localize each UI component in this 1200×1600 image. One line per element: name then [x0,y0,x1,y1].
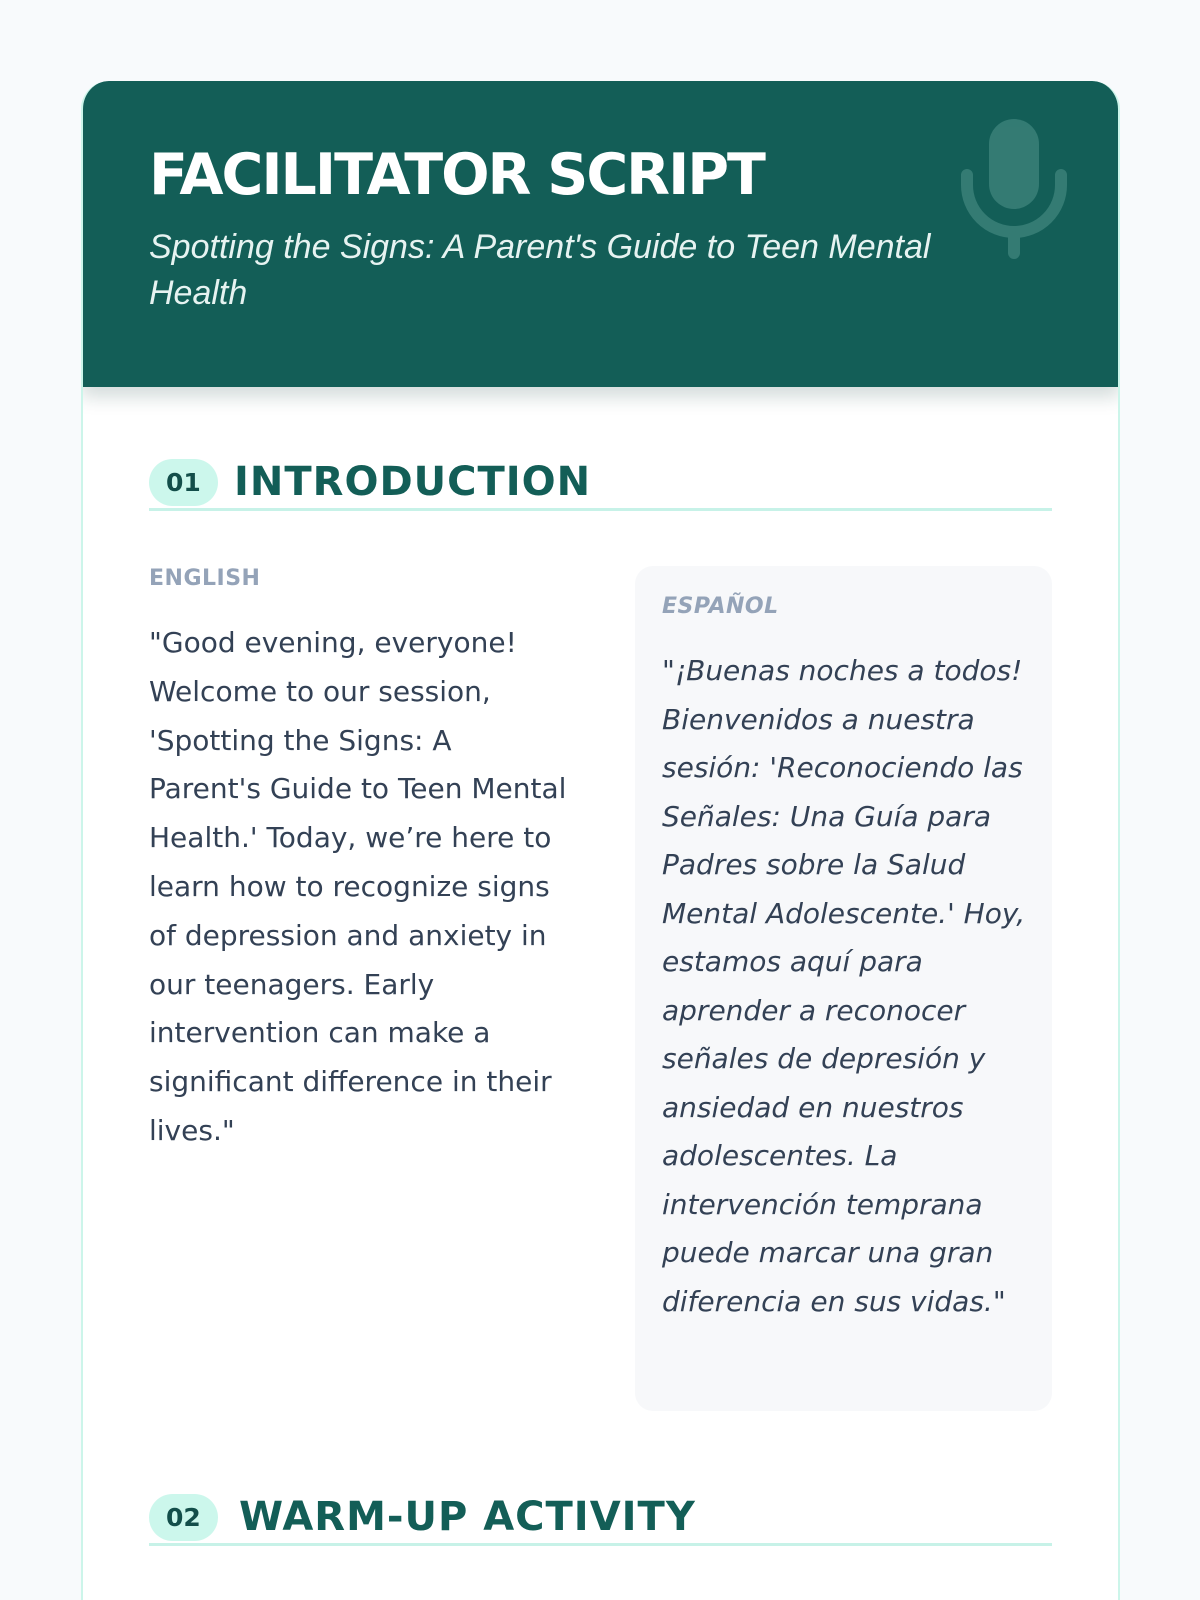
section-title: WARM-UP ACTIVITY [239,1494,696,1540]
spanish-label: ESPAÑOL [662,594,779,619]
english-label: ENGLISH [149,566,261,591]
spanish-script-text: "¡Buenas noches a todos! Bienvenidos a nuestra sesión: 'Reconociendo las Señales: Una Guía para Padres sobre la Salud Mental Adolescente.' Hoy, estamos aquí para aprender a reconocer señales de depresión y ansiedad en nuestros adolescentes. La intervención temprana puede marcar una gran diferencia en sus vidas." [662,654,1026,1318]
spanish-column [635,566,1052,1411]
page-title: FACILITATOR SCRIPT [149,142,764,208]
english-column [149,566,569,1156]
script-card [81,81,1120,1600]
section-number-badge: 01 [149,459,218,506]
section-heading-warm-up [149,1476,1052,1546]
section-title: INTRODUCTION [234,459,592,505]
script-header [81,81,1120,387]
page-subtitle: Spotting the Signs: A Parent's Guide to Teen Mental Health [149,228,931,312]
section-number-badge: 02 [149,1494,218,1541]
microphone-icon [959,113,1069,263]
section-heading-introduction [149,441,1052,511]
english-script-text: "Good evening, everyone! Welcome to our session, 'Spotting the Signs: A Parent's Guide to Teen Mental Health.' Today, we’re here to learn how to recognize signs of depression and anxiety in our teenagers. Early intervention can make a significant difference in their lives." [149,626,567,1147]
